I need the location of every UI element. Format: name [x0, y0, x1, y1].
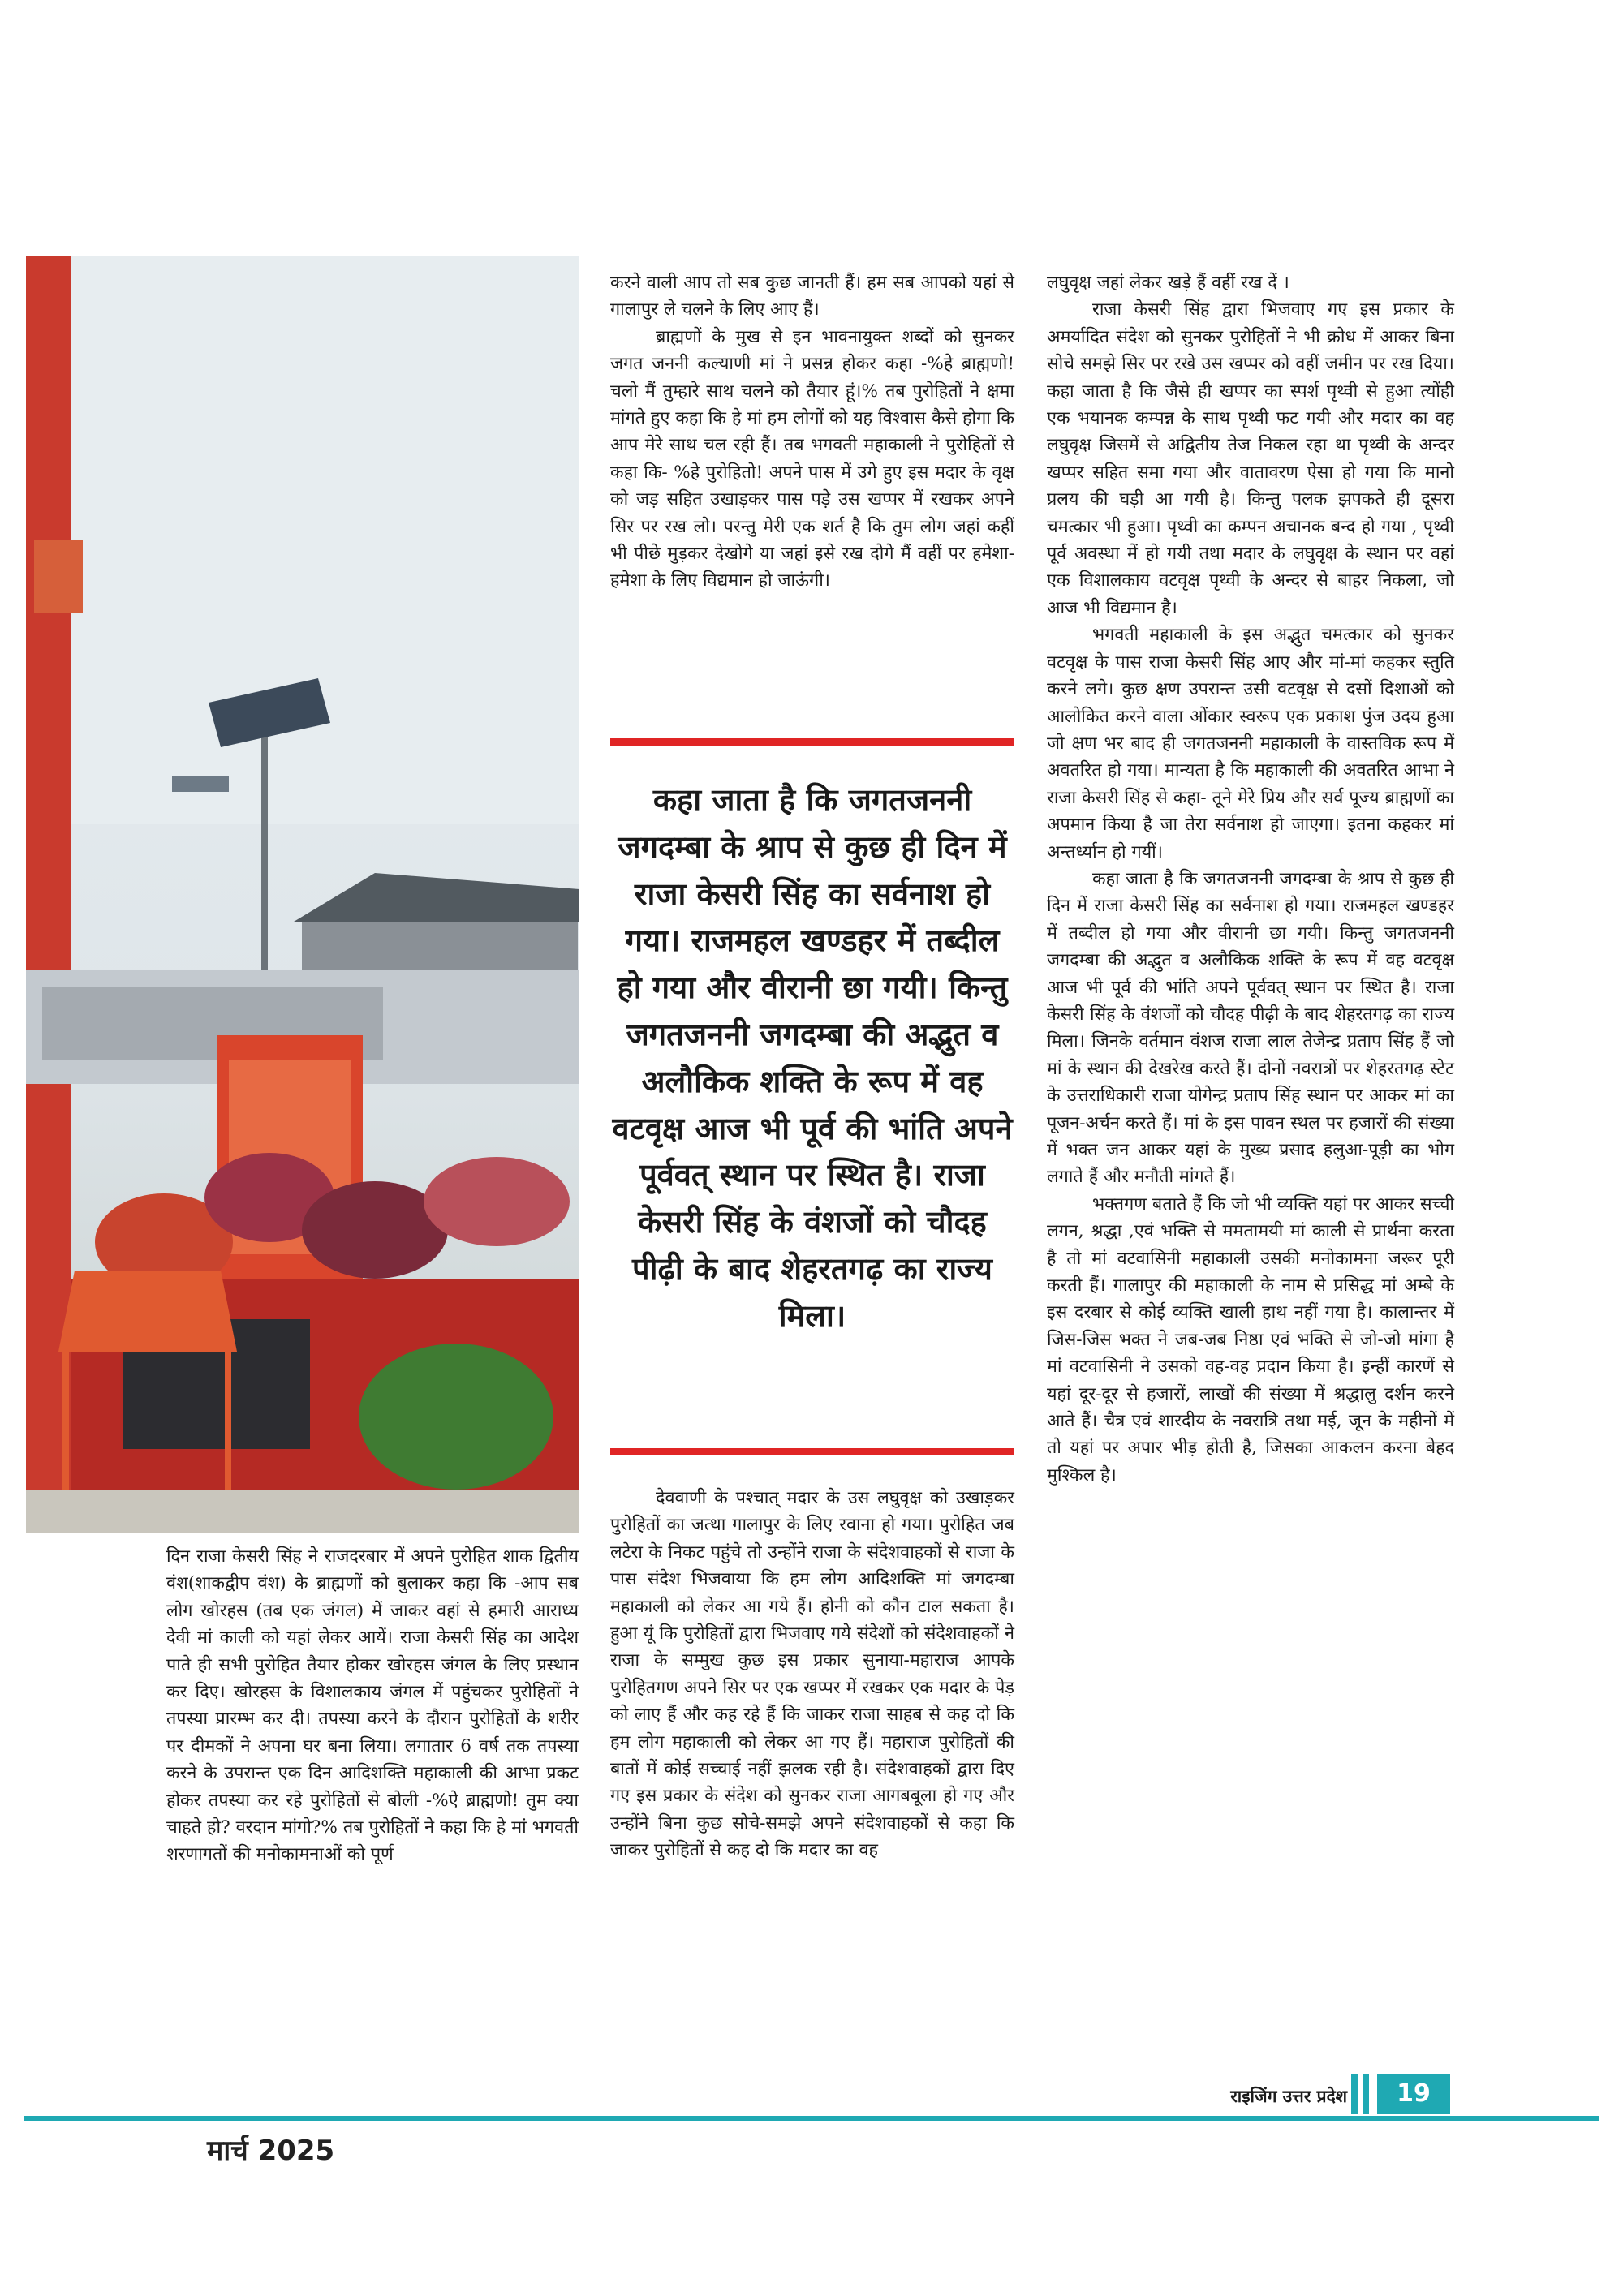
issue-date: मार्च 2025	[207, 2135, 335, 2167]
paragraph: ब्राह्मणों के मुख से इन भावनायुक्त शब्दों को सुनकर जगत जननी कल्याणी मां ने प्रसन्न होकर कहा -%हे ब्राह्मणो! चलो मैं तुम्हारे साथ चलने को तैयार हूं।% तब पुरोहितों ने क्षमा मांगते हुए कहा कि हे मां हम लोगों को यह विश्वास कैसे होगा कि आप मेरे साथ चल रही हैं। तब भगवती महाकाली ने पुरोहितों से कहा कि- %हे पुरोहितो! अपने पास में उगे हुए इस मदार के वृक्ष को जड़ सहित उखाड़कर पास पड़े उस खप्पर में रखकर अपने सिर पर रख लो। परन्तु मेरी एक शर्त है कि तुम लोग जहां कहीं भी पीछे मुड़कर देखोगे या जहां इसे रख दोगे मैं वहीं पर हमेशा-हमेशा के लिए विद्यमान हो जाऊंगी।	[610, 326, 1014, 591]
paragraph: भगवती महाकाली के इस अद्भुत चमत्कार को सुनकर वटवृक्ष के पास राजा केसरी सिंह आए और मां-मां कहकर स्तुति करने लगे। कुछ क्षण उपरान्त उसी वटवृक्ष से दसों दिशाओं को आलोकित करने वाला ओंकार स्वरूप एक प्रकाश पुंज उदय हुआ जो क्षण भर बाद ही जगतजननी महाकाली के वास्तविक रूप में अवतरित हो गया। मान्यता है कि महाकाली की अवतरित आभा ने राजा केसरी सिंह से कहा- तूने मेरे प्रिय और सर्व पूज्य ब्राह्मणों का अपमान किया है जा तेरा सर्वनाश हो जाएगा। इतना कहकर मां अन्तर्ध्यान हो गयीं।	[1047, 625, 1454, 862]
article-column-2-top	[610, 269, 1014, 595]
article-column-2-bottom	[610, 1485, 1014, 1864]
page-number: 19	[1377, 2074, 1450, 2114]
paragraph: लघुवृक्ष जहां लेकर खड़े हैं वहीं रख दें ।	[1047, 273, 1289, 293]
article-column-3	[1047, 269, 1454, 1489]
pullquote-rule-bottom	[610, 1448, 1014, 1455]
article-column-1	[166, 1543, 579, 1868]
paragraph: करने वाली आप तो सब कुछ जानती हैं। हम सब आपको यहां से गालापुर ले चलने के लिए आए हैं।	[610, 273, 1014, 320]
pullquote: कहा जाता है कि जगतजननी जगदम्बा के श्राप से कुछ ही दिन में राजा केसरी सिंह का सर्वनाश हो गया। राजमहल खण्डहर में तब्दील हो गया और वीरानी छा गयी। किन्तु जगतजननी जगदम्बा की अद्भुत व अलौकिक शक्ति के रूप में वह वटवृक्ष आज भी पूर्व की भांति अपने पूर्ववत् स्थान पर स्थित है। राजा केसरी सिंह के वंशजों को चौदह पीढ़ी के बाद शेहरतगढ़ का राज्य मिला।	[612, 782, 1013, 1334]
paragraph: राजा केसरी सिंह द्वारा भिजवाए गए इस प्रकार के अमर्यादित संदेश को सुनकर पुरोहितों ने भी क्रोध में आकर बिना सोचे समझे सिर पर रखे उस खप्पर को वहीं जमीन पर रख दिया। कहा जाता है कि जैसे ही खप्पर का स्पर्श पृथ्वी से हुआ त्योंही एक भयानक कम्पन्न के साथ पृथ्वी फट गयी और मदार का वह लघुवृक्ष जिसमें से अद्वितीय तेज निकल रहा था पृथ्वी के अन्दर खप्पर सहित समा गया और वातावरण ऐसा हो गया कि मानो प्रलय की घड़ी आ गयी है। किन्तु पलक झपकते ही दूसरा चमत्कार भी हुआ। पृथ्वी का कम्पन अचानक बन्द हो गया , पृथ्वी पूर्व अवस्था में हो गयी तथा मदार के लघुवृक्ष के स्थान पर वहां एक विशालकाय वटवृक्ष पृथ्वी के अन्दर से बाहर निकला, जो आज भी विद्यमान है।	[1047, 299, 1454, 618]
footer-rule	[24, 2116, 1599, 2121]
page-number-bars	[1351, 2074, 1372, 2114]
temple-photo-illustration	[26, 256, 579, 1533]
pullquote-rule-top	[610, 738, 1014, 746]
paragraph: भक्तगण बताते हैं कि जो भी व्यक्ति यहां पर आकर सच्ची लगन, श्रद्धा ,एवं भक्ति से ममतामयी मां काली से प्रार्थना करता है तो मां वटवासिनी महाकाली उसकी मनोकामना जरूर पूरी करती हैं। गालापुर की महाकाली के नाम से प्रसिद्ध मां अम्बे के इस दरबार से कोई व्यक्ति खाली हाथ नहीं गया है। कालान्तर में जिस-जिस भक्त ने जब-जब निष्ठा एवं भक्ति से जो-जो मांगा है मां वटवासिनी ने उसको वह-वह प्रदान किया है। इन्हीं कारणें से यहां दूर-दूर से हजारों, लाखों की संख्या में श्रद्धालु दर्शन करने आते हैं। चैत्र एवं शारदीय के नवरात्रि तथा मई, जून के महीनों में तो यहां पर अपार भीड़ होती है, जिसका आकलन करना बेहद मुश्किल है।	[1047, 1193, 1454, 1486]
paragraph: देववाणी के पश्चात् मदार के उस लघुवृक्ष को उखाड़कर पुरोहितों का जत्था गालापुर के लिए रवाना हो गया। पुरोहित जब लटेरा के निकट पहुंचे तो उन्होंने राजा के संदेशवाहकों से राजा के पास संदेश भिजवाया कि हम लोग आदिशक्ति मां जगदम्बा महाकाली को लेकर आ गये हैं। होनी को कौन टाल सकता है। हुआ यूं कि पुरोहितों द्वारा भिजवाए गये संदेशों को संदेशवाहकों ने राजा के सम्मुख कुछ इस प्रकार सुनाया-महाराज आपके पुरोहितगण अपने सिर पर एक खप्पर में रखकर एक मदार के पेड़ को लाए हैं और कह रहे हैं कि जाकर राजा साहब से कह दो कि हम लोग महाकाली को लेकर आ गए हैं। महाराज पुरोहितों की बातों में कोई सच्चाई नहीं झलक रही है। संदेशवाहकों द्वारा दिए गए इस प्रकार के संदेश को सुनकर राजा आगबबूला हो गए और उन्होंने बिना कुछ सोचे-समझे अपने संदेशवाहकों से कहा कि जाकर पुरोहितों से कह दो कि मदार का वह	[610, 1488, 1014, 1861]
paragraph: कहा जाता है कि जगतजननी जगदम्बा के श्राप से कुछ ही दिन में राजा केसरी सिंह का सर्वनाश हो गया। राजमहल खण्डहर में तब्दील हो गया और वीरानी छा गयी। किन्तु जगतजननी जगदम्बा की अद्भुत व अलौकिक शक्ति के रूप में वह वटवृक्ष आज भी पूर्व की भांति अपने पूर्ववत् स्थान पर स्थित है। राजा केसरी सिंह के वंशजों को चौदह पीढ़ी के बाद शेहरतगढ़ का राज्य मिला। जिनके वर्तमान वंशज राजा लाल तेजेन्द्र प्रताप सिंह हैं जो मां के स्थान की देखरेख करते हैं। दोनों नवरात्रों पर शेहरतगढ़ स्टेट के उत्तराधिकारी राजा योगेन्द्र प्रताप सिंह स्थान पर आकर मां का पूजन-अर्चन करते हैं। मां के इस पावन स्थल पर हजारों की संख्या में भक्त जन आकर यहां के मुख्य प्रसाद हलुआ-पूड़ी का भोग लगाते हैं और मनौती मांगते हैं।	[1047, 868, 1454, 1188]
paragraph: दिन राजा केसरी सिंह ने राजदरबार में अपने पुरोहित शाक द्वितीय वंश(शाकद्वीप वंश) के ब्राह्मणों को बुलाकर कहा कि -आप सब लोग खोरहस (तब एक जंगल) में जाकर वहां से हमारी आराध्य देवी मां काली को यहां लेकर आयें। राजा केसरी सिंह का आदेश पाते ही सभी पुरोहित तैयार होकर खोरहस जंगल के लिए प्रस्थान कर दिए। खोरहस के विशालकाय जंगल में पहुंचकर पुरोहितों ने तपस्या प्रारम्भ कर दी। तपस्या करने के दौरान पुरोहितों के शरीर पर दीमकों ने अपना घर बना लिया। लगातार 6 वर्ष तक तपस्या करने के उपरान्त एक दिन आदिशक्ति महाकाली की आभा प्रकट होकर तपस्या कर रहे पुरोहितों से बोली -%ऐ ब्राह्मणो! तुम क्या चाहते हो? वरदान मांगो?% तब पुरोहितों ने कहा कि हे मां भगवती शरणागतों की मनोकामनाओं को पूर्ण	[166, 1546, 579, 1865]
temple-photo	[26, 256, 579, 1533]
magazine-name: राइजिंग उत्तर प्रदेश	[1230, 2087, 1347, 2106]
